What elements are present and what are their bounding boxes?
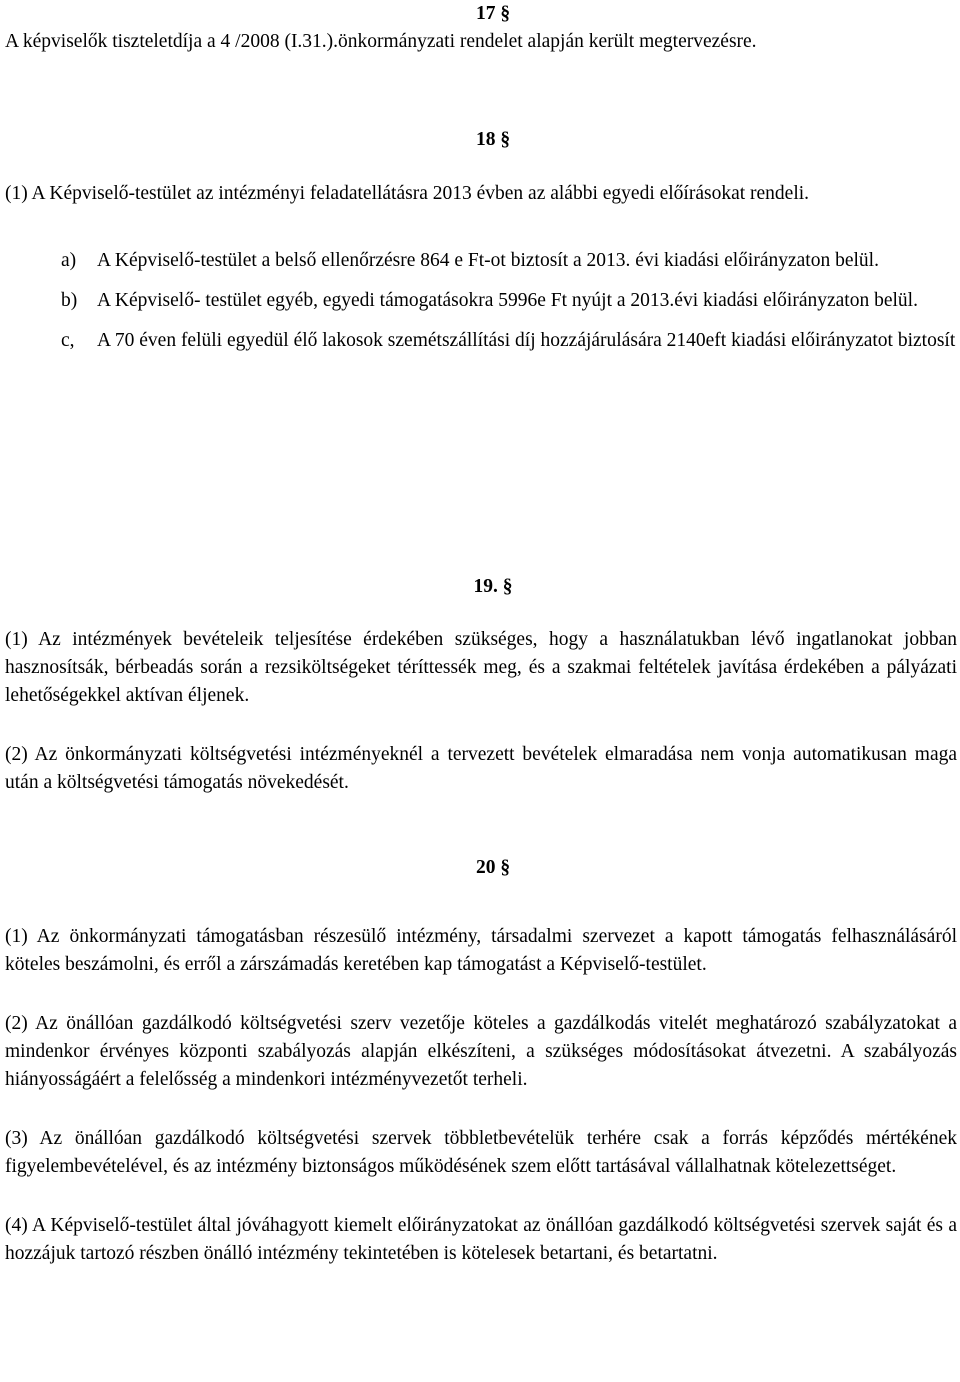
section-17 (5, 0, 957, 56)
section-18-heading: 18 § (475, 129, 511, 150)
section-20 (5, 854, 957, 1268)
section-20-paragraph-4: (4) A Képviselő-testület által jóváhagyott kiemelt előirányzatokat az önállóan gazdálkodó költségvetési szervek saját és a hozzájuk tartozó részben önálló intézmény tekintetében is kötelesek betartani, és betartatni. (5, 1215, 957, 1264)
section-19-paragraph-2: (2) Az önkormányzati költségvetési intézményeknél a tervezett bevételek elmaradása nem vonja automatikusan maga után a költségvetési támogatás növekedését. (5, 744, 957, 793)
section-18-list (5, 247, 957, 355)
list-item (5, 247, 957, 275)
list-marker: b) (61, 290, 78, 311)
list-text: A 70 éven felüli egyedül élő lakosok szemétszállítási díj hozzájárulására 2140eft kiadási előirányzatot biztosít (97, 330, 956, 351)
section-20-paragraph-3: (3) Az önállóan gazdálkodó költségvetési szervek többletbevételük terhére csak a forrás képződés mértékének figyelembevételével, és az intézmény biztonságos működésének szem előtt tartásával vállalhatnak kötelezettséget. (5, 1128, 957, 1177)
section-18 (5, 126, 957, 355)
section-20-heading: 20 § (475, 857, 511, 878)
section-20-paragraph-2: (2) Az önállóan gazdálkodó költségvetési szerv vezetője köteles a gazdálkodás vitelét meghatározó szabályzatokat a mindenkor érvényes központi szabályozás alapján elkészíteni, a szükséges módosításokat átvezetni. A szabályozás hiányosságáért a felelősség a mindenkori intézményvezetőt terheli. (5, 1013, 957, 1090)
list-text: A Képviselő-testület a belső ellenőrzésre 864 e Ft-ot biztosít a 2013. évi kiadási előirányzaton belül. (97, 250, 879, 271)
section-17-heading: 17 § (475, 3, 511, 24)
section-19-heading: 19. § (473, 576, 513, 597)
list-marker: a) (61, 250, 77, 271)
list-marker: c, (61, 330, 75, 351)
list-text: A Képviselő- testület egyéb, egyedi támogatásokra 5996e Ft nyújt a 2013.évi kiadási előirányzaton belül. (97, 290, 918, 311)
section-18-intro: (1) A Képviselő-testület az intézményi feladatellátásra 2013 évben az alábbi egyedi előírásokat rendeli. (5, 183, 810, 204)
section-20-paragraph-1: (1) Az önkormányzati támogatásban részesülő intézmény, társadalmi szervezet a kapott támogatás felhasználásáról köteles beszámolni, és erről a zárszámadás keretében kap támogatást a Képviselő-testület. (5, 926, 957, 975)
list-item (5, 287, 957, 315)
section-17-text: A képviselők tiszteletdíja a 4 /2008 (I.31.).önkormányzati rendelet alapján került megtervezésre. (5, 31, 757, 52)
section-19 (5, 573, 957, 797)
list-item (5, 327, 957, 355)
section-19-paragraph-1: (1) Az intézmények bevételeik teljesítése érdekében szükséges, hogy a használatukban lévő ingatlanokat jobban hasznosítsák, bérbeadás során a rezsiköltségeket téríttessék meg, és a szakmai feltételek javítása érdekében a pályázati lehetőségekkel aktívan éljenek. (5, 629, 957, 706)
